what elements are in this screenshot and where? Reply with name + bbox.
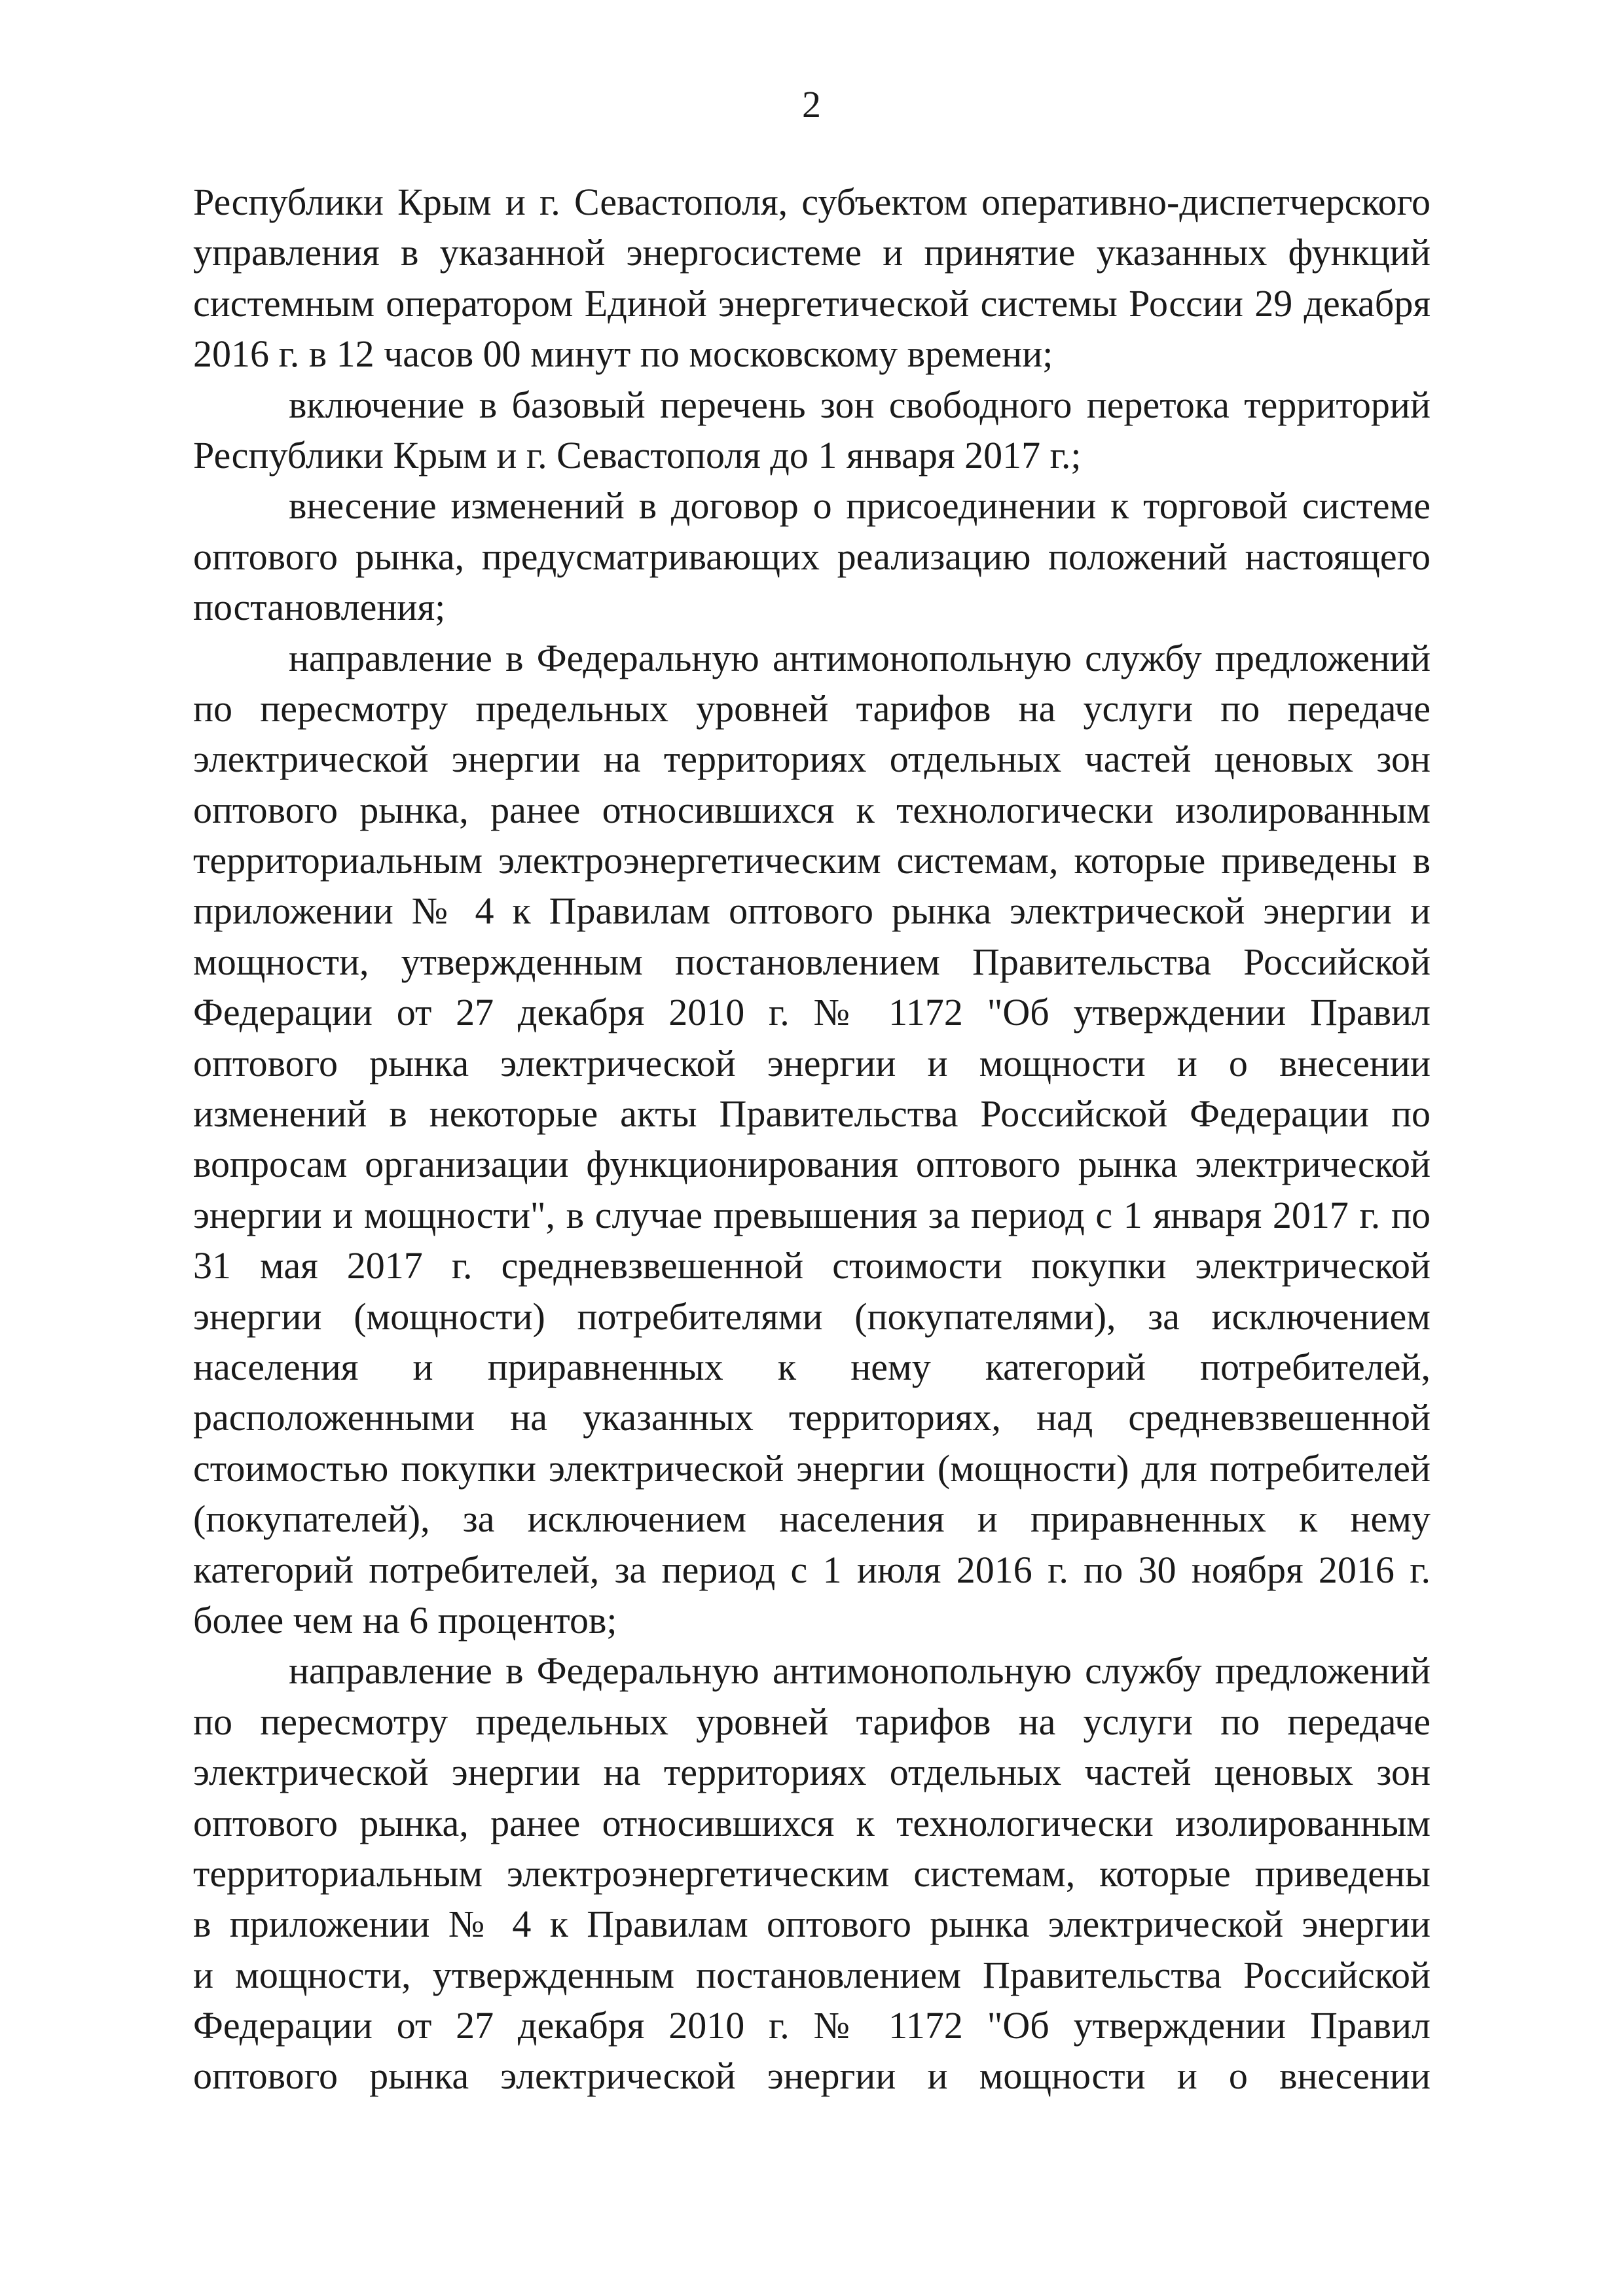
text-line: приложении № 4 к Правилам оптового рынка электрической энергии и xyxy=(193,889,1431,933)
text-line: электрической энергии на территориях отдельных частей ценовых зон xyxy=(193,738,1431,781)
text-line: по пересмотру предельных уровней тарифов на услуги по передаче xyxy=(193,687,1431,730)
text-line: территориальным электроэнергетическим системам, которые приведены в xyxy=(193,839,1431,882)
text-line: Республики Крым и г. Севастополя до 1 января 2017 г.; xyxy=(193,433,1082,476)
text-line: вопросам организации функционирования оптового рынка электрической xyxy=(193,1143,1431,1186)
text-line: в приложении № 4 к Правилам оптового рынка электрической энергии xyxy=(193,1903,1431,1946)
text-line: и мощности, утвержденным постановлением Правительства Российской xyxy=(193,1953,1431,1996)
page-number: 2 xyxy=(802,83,821,126)
text-line: 2016 г. в 12 часов 00 минут по московскому времени; xyxy=(193,332,1053,376)
text-line: 31 мая 2017 г. средневзвешенной стоимости покупки электрической xyxy=(193,1244,1431,1287)
text-line: населения и приравненных к нему категорий потребителей, xyxy=(193,1345,1431,1388)
text-line: оптового рынка электрической энергии и мощности и о внесении xyxy=(193,1041,1431,1085)
text-line: системным оператором Единой энергетической системы России 29 декабря xyxy=(193,281,1431,325)
text-line: изменений в некоторые акты Правительства Российской Федерации по xyxy=(193,1092,1431,1136)
text-line: Федерации от 27 декабря 2010 г. № 1172 "Об утверждении Правил xyxy=(193,2004,1431,2047)
document-body xyxy=(193,177,1431,2102)
text-line: территориальным электроэнергетическим системам, которые приведены xyxy=(193,1852,1431,1895)
text-line: управления в указанной энергосистеме и принятие указанных функций xyxy=(193,231,1431,274)
text-line: Республики Крым и г. Севастополя, субъектом оперативно-диспетчерского xyxy=(193,181,1431,223)
text-line: электрической энергии на территориях отдельных частей ценовых зон xyxy=(193,1751,1431,1794)
text-line: оптового рынка, ранее относившихся к технологически изолированным xyxy=(193,1801,1431,1844)
text-line: мощности, утвержденным постановлением Правительства Российской xyxy=(193,940,1431,983)
text-line: по пересмотру предельных уровней тарифов на услуги по передаче xyxy=(193,1700,1431,1743)
text-line: стоимостью покупки электрической энергии (мощности) для потребителей xyxy=(193,1446,1431,1490)
text-line: направление в Федеральную антимонопольную службу предложений xyxy=(289,636,1431,679)
text-line: Федерации от 27 декабря 2010 г. № 1172 "Об утверждении Правил xyxy=(193,991,1431,1034)
text-line: расположенными на указанных территориях, над средневзвешенной xyxy=(193,1396,1431,1439)
text-line: энергии (мощности) потребителями (покупателями), за исключением xyxy=(193,1295,1431,1338)
text-line: оптового рынка, предусматривающих реализацию положений настоящего xyxy=(193,535,1431,578)
text-line: более чем на 6 процентов; xyxy=(193,1598,617,1641)
text-line: оптового рынка, ранее относившихся к технологически изолированным xyxy=(193,788,1431,831)
text-line: оптового рынка электрической энергии и мощности и о внесении xyxy=(193,2054,1431,2098)
text-line: направление в Федеральную антимонопольную службу предложений xyxy=(289,1649,1431,1693)
text-line: энергии и мощности", в случае превышения за период с 1 января 2017 г. по xyxy=(193,1193,1431,1236)
text-line: (покупателей), за исключением населения и приравненных к нему xyxy=(193,1498,1431,1541)
text-line: внесение изменений в договор о присоединении к торговой системе xyxy=(289,484,1431,528)
text-line: постановления; xyxy=(193,586,446,629)
text-line: категорий потребителей, за период с 1 июля 2016 г. по 30 ноября 2016 г. xyxy=(193,1548,1431,1591)
text-line: включение в базовый перечень зон свободного перетока территорий xyxy=(289,383,1431,426)
